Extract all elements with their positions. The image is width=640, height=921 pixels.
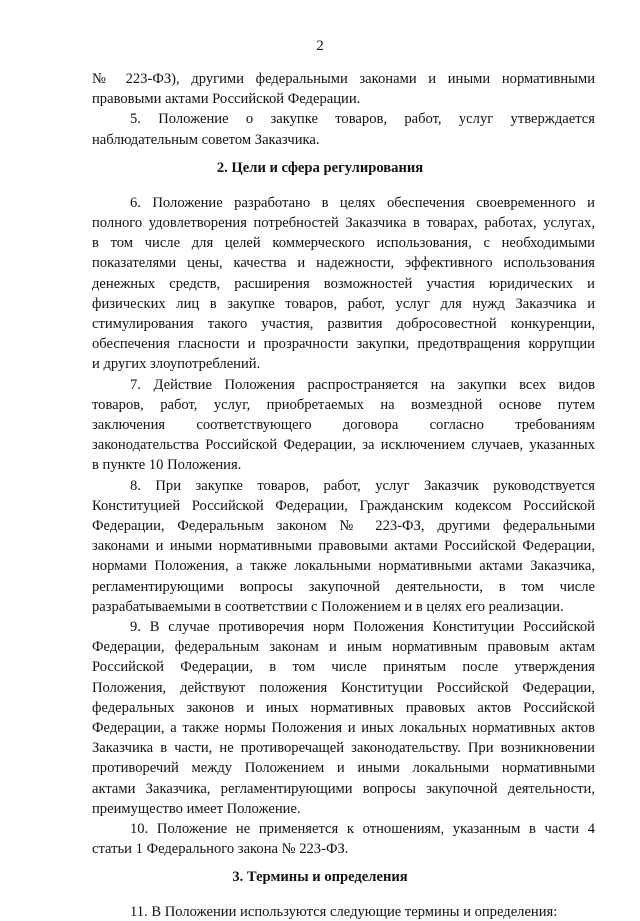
- paragraph-line: 9. В случае противоречия норм Положения Конституции Российской: [130, 619, 595, 635]
- paragraph-line: физических лиц в закупке товаров, работ, услуг для нужд Заказчика и: [92, 295, 595, 312]
- paragraph-line: федеральных законов и иных нормативных правовых актов Российской: [92, 699, 595, 716]
- paragraph-line: стимулирования такого участия, развития добросовестной конкуренции,: [92, 316, 595, 332]
- paragraph-line: актами Заказчика, регламентирующими вопросы закупочной деятельности,: [92, 780, 595, 797]
- paragraph-line: 7. Действие Положения распространяется на закупки всех видов: [130, 376, 595, 393]
- paragraph-line: Заказчика в части, не противоречащей законодательству. При возникновении: [92, 740, 595, 757]
- section-heading: 2. Цели и сфера регулирования: [216, 159, 424, 176]
- paragraph-line: статьи 1 Федерального закона № 223-ФЗ.: [92, 841, 349, 858]
- paragraph-line: 10. Положение не применяется к отношениям, указанным в части 4: [130, 821, 595, 837]
- paragraph-line: Федерации, а также нормы Положения и иных локальных нормативных актов: [92, 720, 595, 736]
- paragraph-line: и других злоупотреблений.: [92, 356, 261, 373]
- paragraph-line: 5. Положение о закупке товаров, работ, услуг утверждается: [130, 111, 595, 128]
- paragraph-line: наблюдательным советом Заказчика.: [92, 131, 320, 148]
- paragraph-line: Российской Федерации, в том числе принятым после утверждения: [92, 659, 595, 676]
- paragraph-line: нормами Положения, а также локальными нормативными актами Заказчика,: [92, 558, 595, 575]
- paragraph-line: 6. Положение разработано в целях обеспечения своевременного и: [130, 194, 595, 211]
- paragraph-line: полного удовлетворения потребностей Заказчика в товарах, работах, услугах,: [92, 215, 595, 231]
- paragraph-line: в пункте 10 Положения.: [92, 457, 242, 474]
- paragraph-line: денежных средств, расширения возможностей участия юридических и: [92, 275, 595, 292]
- section-heading: 3. Термины и определения: [232, 869, 408, 886]
- paragraph-line: Положения, действуют положения Конституции Российской Федерации,: [92, 679, 595, 696]
- paragraph-line: Федерации, федеральным законам и иным нормативным правовым актам: [92, 639, 595, 656]
- paragraph-line: законодательства Российской Федерации, за исключением случаев, указанных: [92, 437, 595, 454]
- paragraph-line: заключения соответствующего договора согласно требованиям: [92, 417, 595, 433]
- paragraph-line: противоречий между Положением и иными локальными нормативными: [92, 760, 595, 777]
- page-number: 2: [316, 38, 324, 54]
- paragraph-line: разрабатываемыми в соответствии с Положением и в целях его реализации.: [92, 598, 564, 615]
- paragraph-line: показателями цены, качества и надежности, эффективного использования: [92, 255, 595, 272]
- paragraph-line: Конституцией Российской Федерации, Гражданским кодексом Российской: [92, 497, 595, 514]
- paragraph-line: № 223-ФЗ), другими федеральными законами и иными нормативными: [92, 71, 595, 87]
- paragraph-line: обеспечения гласности и прозрачности закупки, предотвращения коррупции: [92, 336, 595, 353]
- paragraph-line: товаров, работ, услуг, приобретаемых на возмездной основе путем: [92, 396, 595, 413]
- paragraph-line: законами и иными нормативными правовыми актами Российской Федерации,: [92, 538, 595, 555]
- paragraph-line: 8. При закупке товаров, работ, услуг Заказчик руководствуется: [130, 477, 595, 494]
- paragraph-line: правовыми актами Российской Федерации.: [92, 91, 361, 108]
- paragraph-line: регламентирующими вопросы закупочной деятельности, в том числе: [92, 578, 595, 595]
- paragraph-line: в том числе для целей коммерческого использования, с необходимыми: [92, 235, 595, 252]
- paragraph-line: Федерации, Федеральным законом № 223-ФЗ, другими федеральными: [92, 518, 595, 534]
- paragraph-line: преимущество имеет Положение.: [92, 800, 301, 817]
- paragraph-line: 11. В Положении используются следующие термины и определения:: [130, 904, 558, 921]
